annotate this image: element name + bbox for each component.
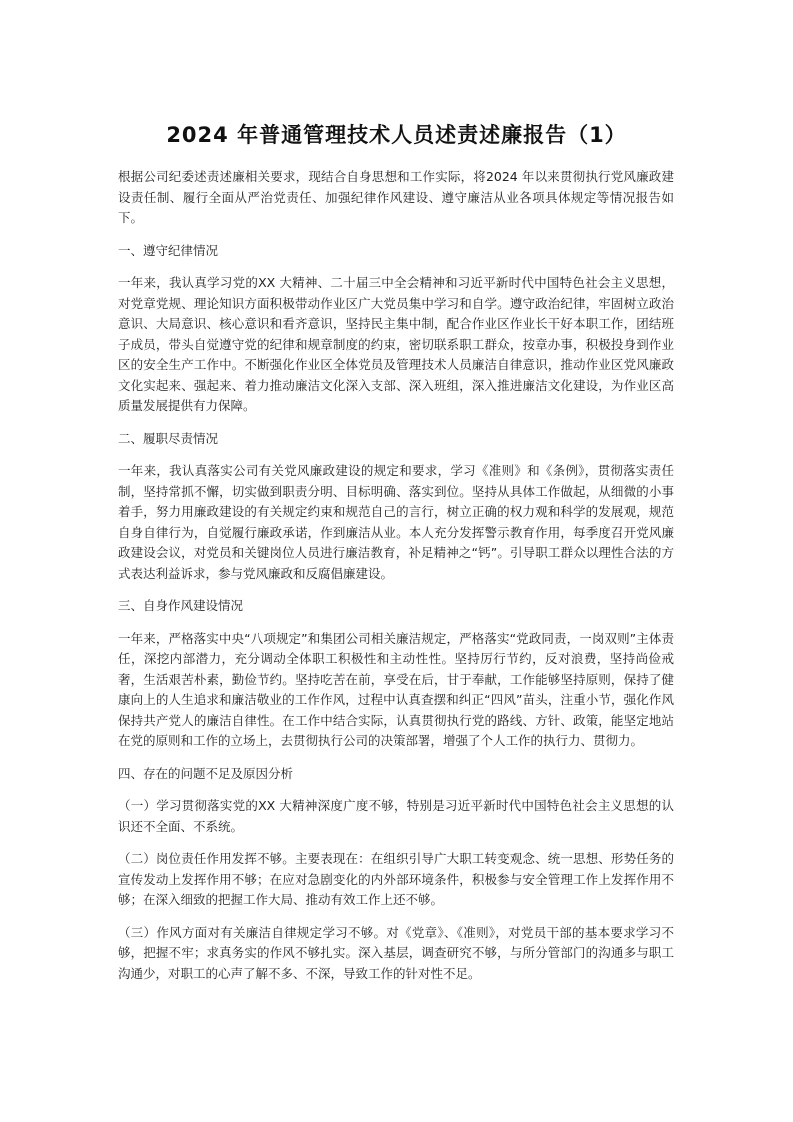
section-paragraph: 一年来，我认真落实公司有关党风廉政建设的规定和要求，学习《准则》和《条例》，贯彻落实责任制，坚持常抓不懈，切实做到职责分明、目标明确、落实到位。坚持从具体工作做起，从细微的小事着手，努力用廉政建设的有关规定约束和规范自己的言行，树立正确的权力观和科学的发展观，规范自身自律行为，自觉履行廉政承诺，作到廉洁从业。本人充分发挥警示教育作用，每季度召开党风廉政建设会议，对党员和关键岗位人员进行廉洁教育，补足精神之“钙”。引导职工群众以理性合法的方式表达利益诉求，参与党风廉政和反腐倡廉建设。 <box>118 463 674 581</box>
document-title: 2024 年普通管理技术人员述责述廉报告（1） <box>166 123 627 147</box>
section-heading-duties: 二、履职尽责情况 <box>118 430 219 446</box>
section-heading-discipline: 一、遵守纪律情况 <box>118 242 219 258</box>
section-paragraph: （二）岗位责任作用发挥不够。主要表现在：在组织引导广大职工转变观念、统一思想、形势任务的宣传发动上发挥作用不够；在应对急剧变化的内外部环境条件，积极参与安全管理工作上发挥作用不够；在深入细致的把握工作大局、推动有效工作上还不够。 <box>118 851 674 907</box>
intro-paragraph: 根据公司纪委述责述廉相关要求，现结合自身思想和工作实际，将2024 年以来贯彻执行党风廉政建设责任制、履行全面从严治党责任、加强纪律作风建设、遵守廉洁从业各项具体规定等情况报告如下。 <box>118 169 674 225</box>
document-body <box>118 167 674 996</box>
section-paragraph: （一）学习贯彻落实党的XX 大精神深度广度不够，特别是习近平新时代中国特色社会主义思想的认识还不全面、不系统。 <box>118 798 674 834</box>
section-heading-style: 三、自身作风建设情况 <box>118 598 244 613</box>
section-paragraph: 一年来，我认真学习党的XX 大精神、二十届三中全会精神和习近平新时代中国特色社会主义思想，对党章党规、理论知识方面积极带动作业区广大党员集中学习和自学。遵守政治纪律，牢固树立政治意识、大局意识、核心意识和看齐意识，坚持民主集中制，配合作业区作业长干好本职工作，团结班子成员，带头自觉遵守党的纪律和规章制度的约束，密切联系职工群众，按章办事，积极投身到作业区的安全生产工作中。不断强化作业区全体党员及管理技术人员廉洁自律意识，推动作业区党风廉政文化实起来、强起来、着力推动廉洁文化深入支部、深入班组，深入推进廉洁文化建设，为作业区高质量发展提供有力保障。 <box>118 275 674 413</box>
section-paragraph: （三）作风方面对有关廉洁自律规定学习不够。对《党章》、《准则》，对党员干部的基本要求学习不够，把握不牢；求真务实的作风不够扎实。深入基层，调查研究不够，与所分管部门的沟通多与职工沟通少，对职工的心声了解不多、不深，导致工作的针对性不足。 <box>118 924 674 981</box>
section-heading-problems: 四、存在的问题不足及原因分析 <box>118 765 294 781</box>
section-paragraph: 一年来，严格落实中央“八项规定”和集团公司相关廉洁规定，严格落实“党政同责，一岗双则”主体责任，深挖内部潜力，充分调动全体职工积极性和主动性性。坚持厉行节约，反对浪费，坚持尚俭戒奢，生活艰苦朴素，勤俭节约。坚持吃苦在前，享受在后，甘于奉献，工作能够坚持原则，保持了健康向上的人生追求和廉洁敬业的工作作风，过程中认真查摆和纠正“四风”苗头，注重小节，强化作风保持共产党人的廉洁自律性。在工作中结合实际，认真贯彻执行党的路线、方针、政策，能坚定地站在党的原则和工作的立场上，去贯彻执行公司的决策部署，增强了个人工作的执行力、贯彻力。 <box>118 630 674 748</box>
